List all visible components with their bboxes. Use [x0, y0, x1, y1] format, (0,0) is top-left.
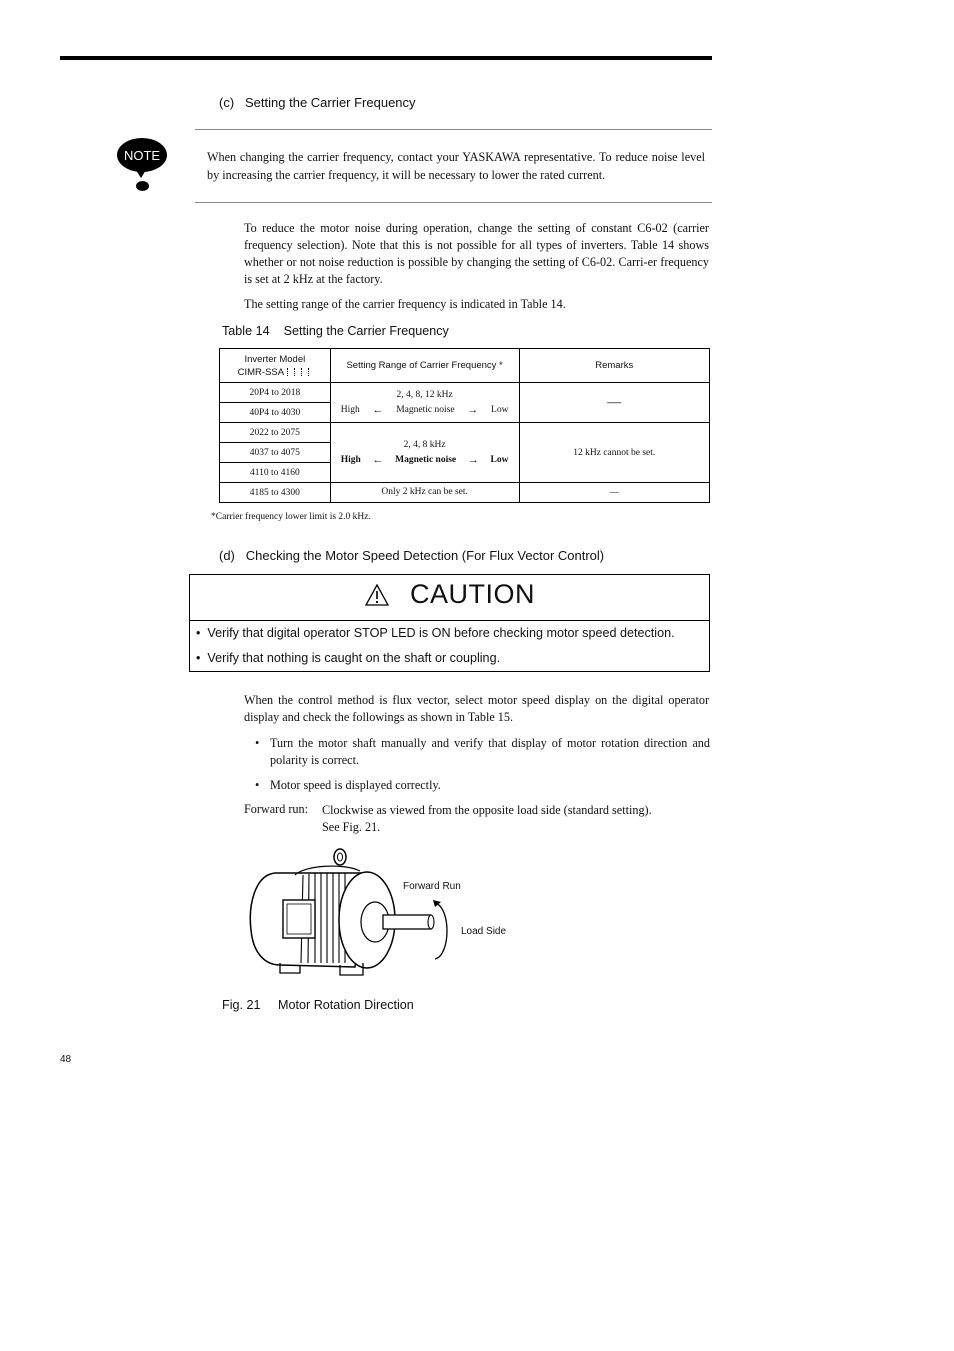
model-cell: 4185 to 4300: [220, 483, 331, 503]
figure-caption: [222, 998, 414, 1012]
model-cell: 20P4 to 2018: [220, 383, 331, 403]
intro-paragraph: To reduce the motor noise during operation, change the setting of constant C6-02 (carrier frequency selection). Note that this is not possible for all types of inverters. Table 14 shows whether or not noise reduction is possible by changing the setting of C6-02. Carri-er frequency is set at 2 kHz at the factory.: [244, 221, 709, 286]
table-header-row: [220, 349, 710, 383]
table-row: [220, 423, 710, 443]
range-cell: [330, 423, 519, 483]
range-cell: Only 2 kHz can be set.: [330, 483, 519, 503]
section-c-heading: [219, 95, 416, 110]
noise-scale: [331, 403, 519, 418]
figure-caption-title: Motor Rotation Direction: [278, 998, 414, 1012]
arrow-left-icon: ←: [372, 453, 384, 466]
motor-illustration: [245, 845, 455, 980]
forward-run-figure-label: Forward Run: [403, 881, 461, 892]
arrow-right-icon: →: [467, 453, 479, 466]
table-caption: [222, 324, 449, 338]
model-cell: 40P4 to 4030: [220, 403, 331, 423]
caution-item: • Verify that nothing is caught on the shaft or coupling.: [196, 651, 501, 665]
noise-scale: [331, 453, 519, 468]
section-c-title: Setting the Carrier Frequency: [245, 95, 416, 110]
arrow-left-icon: ←: [372, 403, 384, 416]
note-bottom-rule: [195, 202, 712, 203]
load-side-figure-label: Load Side: [461, 926, 507, 937]
remarks-cell: —: [519, 483, 710, 503]
noise-low: Low: [490, 454, 509, 465]
caution-item: • Verify that digital operator STOP LED is ON before checking motor speed detection.: [196, 626, 675, 640]
caution-header: [190, 575, 709, 621]
note-icon-tail: [136, 170, 146, 178]
section-d-title: Checking the Motor Speed Detection (For Flux Vector Control): [245, 548, 605, 563]
noise-high: High: [340, 404, 360, 415]
header-inverter-model: [220, 349, 331, 383]
table-caption-title: Setting the Carrier Frequency: [283, 324, 449, 338]
remarks-cell: —: [519, 383, 710, 423]
model-cell: 4110 to 4160: [220, 463, 331, 483]
noise-label: Magnetic noise: [396, 404, 455, 415]
note-badge: NOTE: [117, 138, 167, 172]
model-cell: 4037 to 4075: [220, 443, 331, 463]
page-number: 48: [60, 1054, 72, 1065]
forward-run-label: Forward run:: [244, 802, 308, 816]
table-row: [220, 483, 710, 503]
flux-bullet: • Turn the motor shaft manually and verify that display of motor rotation direction and polarity is correct.: [255, 736, 710, 767]
section-d-heading: [219, 548, 604, 563]
arrow-right-icon: →: [467, 403, 479, 416]
note-top-rule: [195, 129, 712, 130]
forward-run-text: Clockwise as viewed from the opposite load side (standard setting). See Fig. 21.: [322, 803, 652, 834]
model-cell: 2022 to 2075: [220, 423, 331, 443]
note-text: When changing the carrier frequency, contact your YASKAWA representative. To reduce noise level by increasing the carrier frequency, it will be necessary to lower the rated current.: [207, 150, 705, 182]
header-model-line1: Inverter Model: [244, 353, 306, 365]
table-footnote: *Carrier frequency lower limit is 2.0 kHz.: [211, 512, 371, 522]
figure-caption-label: Fig. 21: [222, 998, 261, 1012]
top-rule: [60, 56, 712, 60]
warning-triangle-icon: [365, 584, 389, 606]
noise-high: High: [340, 454, 361, 465]
range-value: 2, 4, 8 kHz: [403, 439, 446, 450]
remarks-cell: 12 kHz cannot be set.: [519, 423, 710, 483]
section-d-label: (d): [219, 548, 235, 563]
range-cell: [330, 383, 519, 423]
header-remarks: Remarks: [519, 349, 710, 383]
caution-title: CAUTION: [410, 579, 535, 609]
intro-paragraph-2: The setting range of the carrier frequency is indicated in Table 14.: [244, 297, 566, 311]
noise-low: Low: [491, 404, 509, 415]
header-setting-range: Setting Range of Carrier Frequency *: [330, 349, 519, 383]
section-c-label: (c): [219, 95, 235, 110]
noise-label: Magnetic noise: [395, 454, 457, 465]
note-icon-dot: [136, 181, 149, 191]
range-value: 2, 4, 8, 12 kHz: [396, 389, 453, 400]
header-model-line2: CIMR-SSA: [220, 366, 330, 379]
table-row: [220, 383, 710, 403]
carrier-frequency-table: [219, 348, 710, 503]
table-caption-label: Table 14: [222, 324, 270, 338]
caution-box: [189, 574, 710, 672]
flux-bullet: • Motor speed is displayed correctly.: [255, 778, 441, 792]
flux-paragraph: When the control method is flux vector, select motor speed display on the digital operator display and check the followings as shown in Table 15.: [244, 693, 709, 724]
